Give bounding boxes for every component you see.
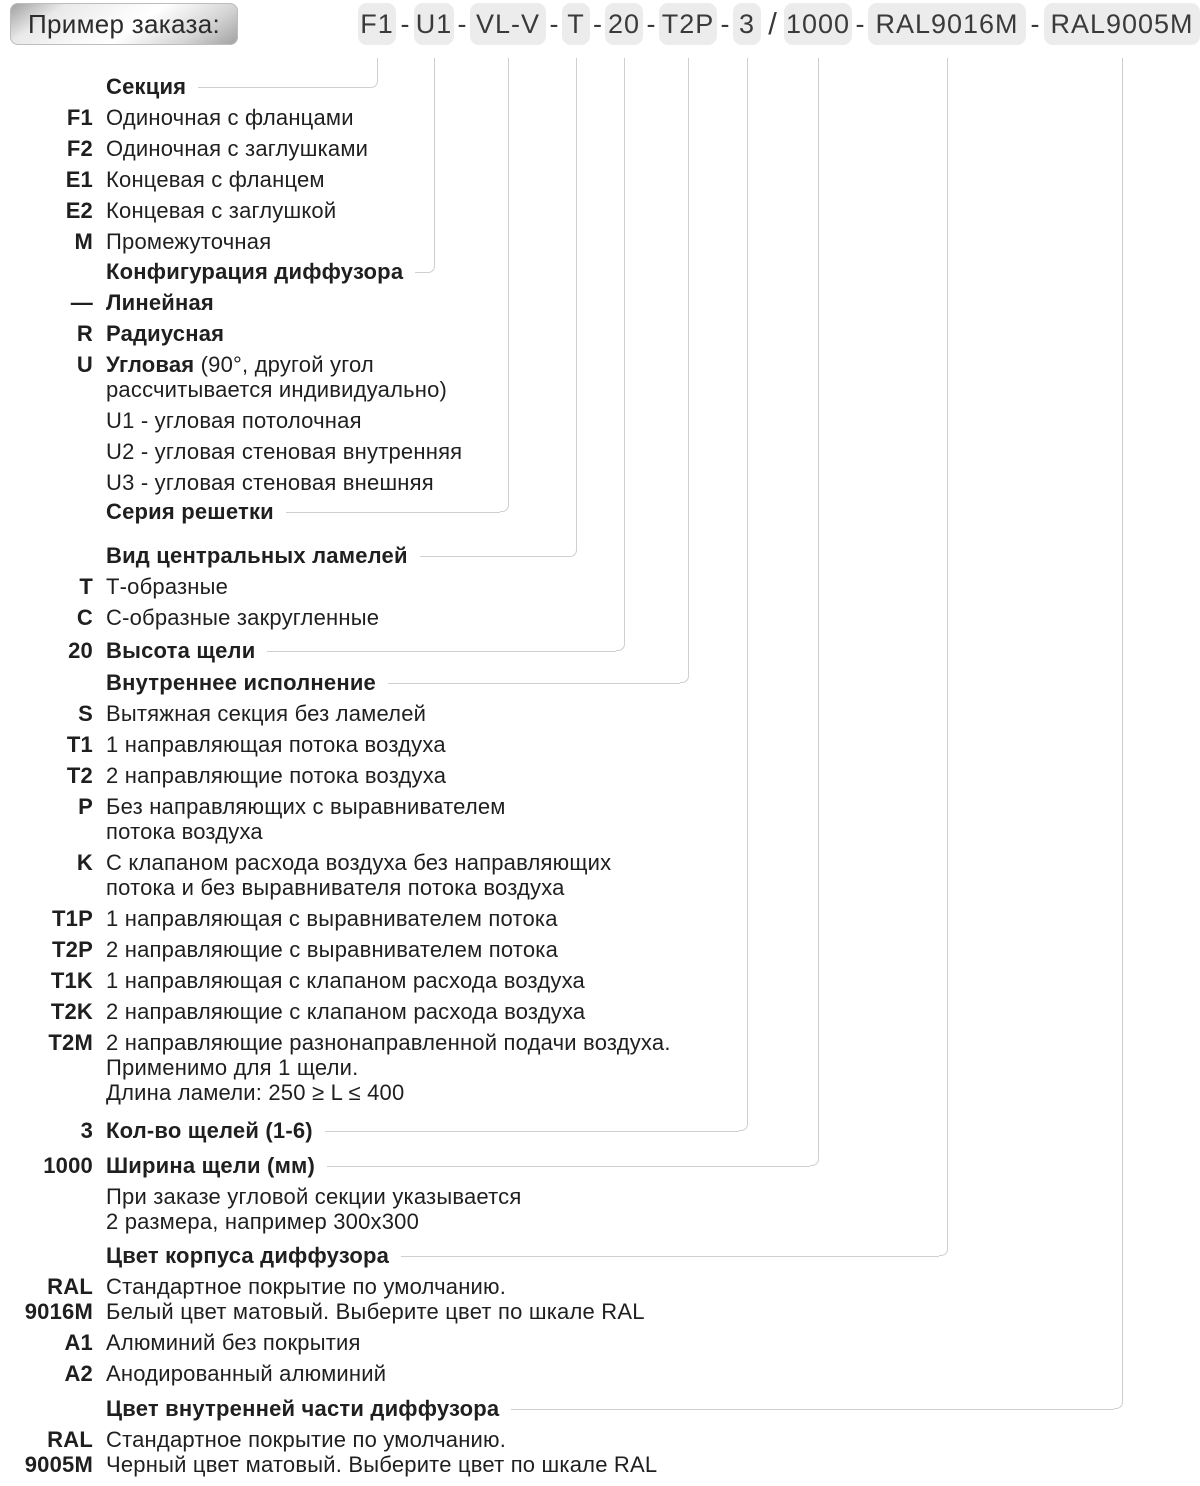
leader-line — [401, 1256, 939, 1257]
item-code: 20 — [68, 638, 93, 663]
section-title: Ширина щели (мм) — [106, 1153, 316, 1178]
list-item — [0, 1427, 1200, 1477]
code-cell — [0, 74, 93, 99]
item-desc-line2: Применимо для 1 щели. — [106, 1055, 359, 1080]
configuration-group — [0, 259, 1200, 501]
item-desc: Вытяжная секция без ламелей — [106, 701, 427, 726]
note-line: При заказе угловой секции указывается — [106, 1184, 522, 1209]
section-header-row — [0, 638, 1200, 663]
internal-group — [0, 670, 1200, 1111]
leader-line — [327, 1166, 810, 1167]
item-desc: Одиночная с заглушками — [106, 136, 369, 161]
list-item — [0, 439, 1200, 464]
item-desc: Алюминий без покрытия — [106, 1330, 361, 1355]
item-desc: 2 направляющие разнонаправленной подачи воздуха. — [106, 1030, 671, 1055]
section-title: Цвет корпуса диффузора — [106, 1243, 390, 1268]
item-desc-line2: Белый цвет матовый. Выберите цвет по шкале RAL — [106, 1299, 645, 1324]
list-item — [0, 701, 1200, 726]
item-code: P — [78, 794, 93, 819]
item-desc: U2 - угловая стеновая внутренняя — [106, 439, 463, 464]
list-item — [0, 167, 1200, 192]
item-code-line2: 9016M — [24, 1299, 93, 1324]
code-separator-dash: - — [855, 8, 865, 39]
code-separator-dash: - — [646, 8, 656, 39]
section-title: Внутреннее исполнение — [106, 670, 376, 695]
section-title: Секция — [106, 74, 187, 99]
section-title: Серия решетки — [106, 499, 274, 524]
item-desc: Стандартное покрытие по умолчанию. — [106, 1274, 507, 1299]
item-code: U — [76, 352, 93, 377]
list-item — [0, 794, 1200, 844]
list-item — [0, 136, 1200, 161]
item-desc: 1 направляющая с клапаном расхода воздуха — [106, 968, 585, 993]
section-header-row — [0, 74, 1200, 99]
code-segment-lamella-type: T — [562, 3, 590, 45]
list-item — [0, 470, 1200, 495]
list-item — [0, 198, 1200, 223]
list-item — [0, 850, 1200, 900]
item-code: 1000 — [43, 1153, 93, 1178]
leader-line — [388, 683, 680, 684]
item-code: R — [76, 321, 93, 346]
item-desc: Концевая с заглушкой — [106, 198, 337, 223]
list-item — [0, 408, 1200, 433]
item-desc-line2: рассчитывается индивидуально) — [106, 377, 448, 402]
note-line: 2 размера, например 300x300 — [106, 1209, 420, 1234]
list-item — [0, 1030, 1200, 1105]
list-item — [0, 290, 1200, 315]
list-item — [0, 968, 1200, 993]
code-segment-slot-count: 3 — [733, 3, 761, 45]
code-separator-dash: - — [1030, 8, 1040, 39]
item-desc: Стандартное покрытие по умолчанию. — [106, 1427, 507, 1452]
item-desc: Радиусная — [106, 321, 225, 346]
code-segment-slot-width: 1000 — [784, 3, 852, 45]
item-desc: Без направляющих с выравнивателем — [106, 794, 506, 819]
inner-color-group — [0, 1396, 1200, 1483]
item-code: 3 — [80, 1118, 93, 1143]
item-desc: Угловая (90°, другой угол — [106, 352, 374, 377]
item-desc: С клапаном расхода воздуха без направляющих — [106, 850, 612, 875]
item-desc: Одиночная с фланцами — [106, 105, 354, 130]
code-separator-dash: - — [549, 8, 559, 39]
slot-height-group — [0, 638, 1200, 669]
item-code-line1: RAL — [47, 1427, 93, 1452]
item-desc: 1 направляющая с выравнивателем потока — [106, 906, 558, 931]
slot-width-group — [0, 1153, 1200, 1240]
code-separator-slash: / — [768, 6, 777, 41]
section-title: Цвет внутренней части диффузора — [106, 1396, 500, 1421]
leader-line — [420, 556, 568, 557]
section-header-row — [0, 1396, 1200, 1421]
list-item — [0, 937, 1200, 962]
item-desc: Промежуточная — [106, 229, 272, 254]
list-item — [0, 732, 1200, 757]
section-header-row — [0, 543, 1200, 568]
section-title: Высота щели — [106, 638, 256, 663]
code-segment-series: VL-V — [470, 3, 546, 45]
section-title: Вид центральных ламелей — [106, 543, 408, 568]
section-header-row — [0, 499, 1200, 524]
code-segment-body-color: RAL9016M — [868, 3, 1026, 45]
section-header-row — [0, 259, 1200, 284]
item-code: T — [79, 574, 93, 599]
item-desc-line2: потока воздуха — [106, 819, 263, 844]
item-desc: U1 - угловая потолочная — [106, 408, 362, 433]
item-desc: 2 направляющие с выравнивателем потока — [106, 937, 559, 962]
item-code: M — [74, 229, 93, 254]
item-desc-line2: Черный цвет матовый. Выберите цвет по шкале RAL — [106, 1452, 658, 1477]
list-item — [0, 229, 1200, 254]
item-desc: 2 направляющие потока воздуха — [106, 763, 447, 788]
list-item — [0, 999, 1200, 1024]
item-desc: С-образные закругленные — [106, 605, 380, 630]
order-example-badge: Пример заказа: — [10, 3, 238, 45]
item-code: T1P — [52, 906, 93, 931]
item-desc: 2 направляющие с клапаном расхода воздуха — [106, 999, 586, 1024]
item-code: T2 — [66, 763, 93, 788]
section-header-row — [0, 1153, 1200, 1178]
item-desc: Линейная — [106, 290, 214, 315]
item-desc-line3: Длина ламели: 250 ≥ L ≤ 400 — [106, 1080, 405, 1105]
list-item — [0, 574, 1200, 599]
leader-line — [415, 272, 426, 273]
code-separator-dash: - — [457, 8, 467, 39]
item-code: T1 — [66, 732, 93, 757]
code-separator-dash: - — [720, 8, 730, 39]
item-code: E2 — [65, 198, 93, 223]
slot-count-group — [0, 1118, 1200, 1149]
code-segment-inner-color: RAL9005M — [1044, 3, 1200, 45]
list-item — [0, 763, 1200, 788]
leader-line — [267, 651, 616, 652]
item-code: — — [70, 290, 93, 315]
item-desc: 1 направляющая потока воздуха — [106, 732, 446, 757]
item-code: F1 — [66, 105, 93, 130]
list-item — [0, 352, 1200, 402]
item-desc: Анодированный алюминий — [106, 1361, 387, 1386]
code-segment-internal: T2P — [659, 3, 717, 45]
code-segment-slot-height: 20 — [605, 3, 643, 45]
item-code: A1 — [64, 1330, 93, 1355]
item-code: T2K — [50, 999, 93, 1024]
list-item — [0, 605, 1200, 630]
list-item — [0, 1361, 1200, 1386]
code-separator-dash: - — [593, 8, 602, 39]
leader-line — [325, 1131, 739, 1132]
item-desc: Т-образные — [106, 574, 229, 599]
leader-line — [286, 512, 500, 513]
item-code-line1: RAL — [47, 1274, 93, 1299]
list-item — [0, 105, 1200, 130]
list-item — [0, 1330, 1200, 1355]
item-code-line2: 9005M — [24, 1452, 93, 1477]
section-header-row — [0, 1118, 1200, 1143]
section-group — [0, 74, 1200, 260]
section-title: Кол-во щелей (1-6) — [106, 1118, 313, 1143]
list-item — [0, 1274, 1200, 1324]
item-code: E1 — [65, 167, 93, 192]
section-header-row — [0, 1243, 1200, 1268]
code-separator-dash: - — [400, 8, 410, 39]
leader-line — [511, 1409, 1114, 1410]
code-segment-section: F1 — [358, 3, 396, 45]
item-code: S — [78, 701, 93, 726]
item-desc: U3 - угловая стеновая внешняя — [106, 470, 434, 495]
item-code: C — [76, 605, 93, 630]
lamellas-group — [0, 543, 1200, 636]
item-code: T2M — [48, 1030, 93, 1055]
body-color-group — [0, 1243, 1200, 1392]
item-code: K — [76, 850, 93, 875]
item-desc: Концевая с фланцем — [106, 167, 325, 192]
series-group — [0, 499, 1200, 530]
section-header-row — [0, 670, 1200, 695]
item-code: A2 — [64, 1361, 93, 1386]
code-segment-configuration: U1 — [414, 3, 454, 45]
item-code: F2 — [66, 136, 93, 161]
leader-line — [198, 87, 369, 88]
note-row — [0, 1184, 1200, 1234]
item-desc-line2: потока и без выравнивателя потока воздуха — [106, 875, 565, 900]
item-code: T2P — [52, 937, 93, 962]
list-item — [0, 321, 1200, 346]
section-title: Конфигурация диффузора — [106, 259, 404, 284]
list-item — [0, 906, 1200, 931]
item-code: T1K — [50, 968, 93, 993]
